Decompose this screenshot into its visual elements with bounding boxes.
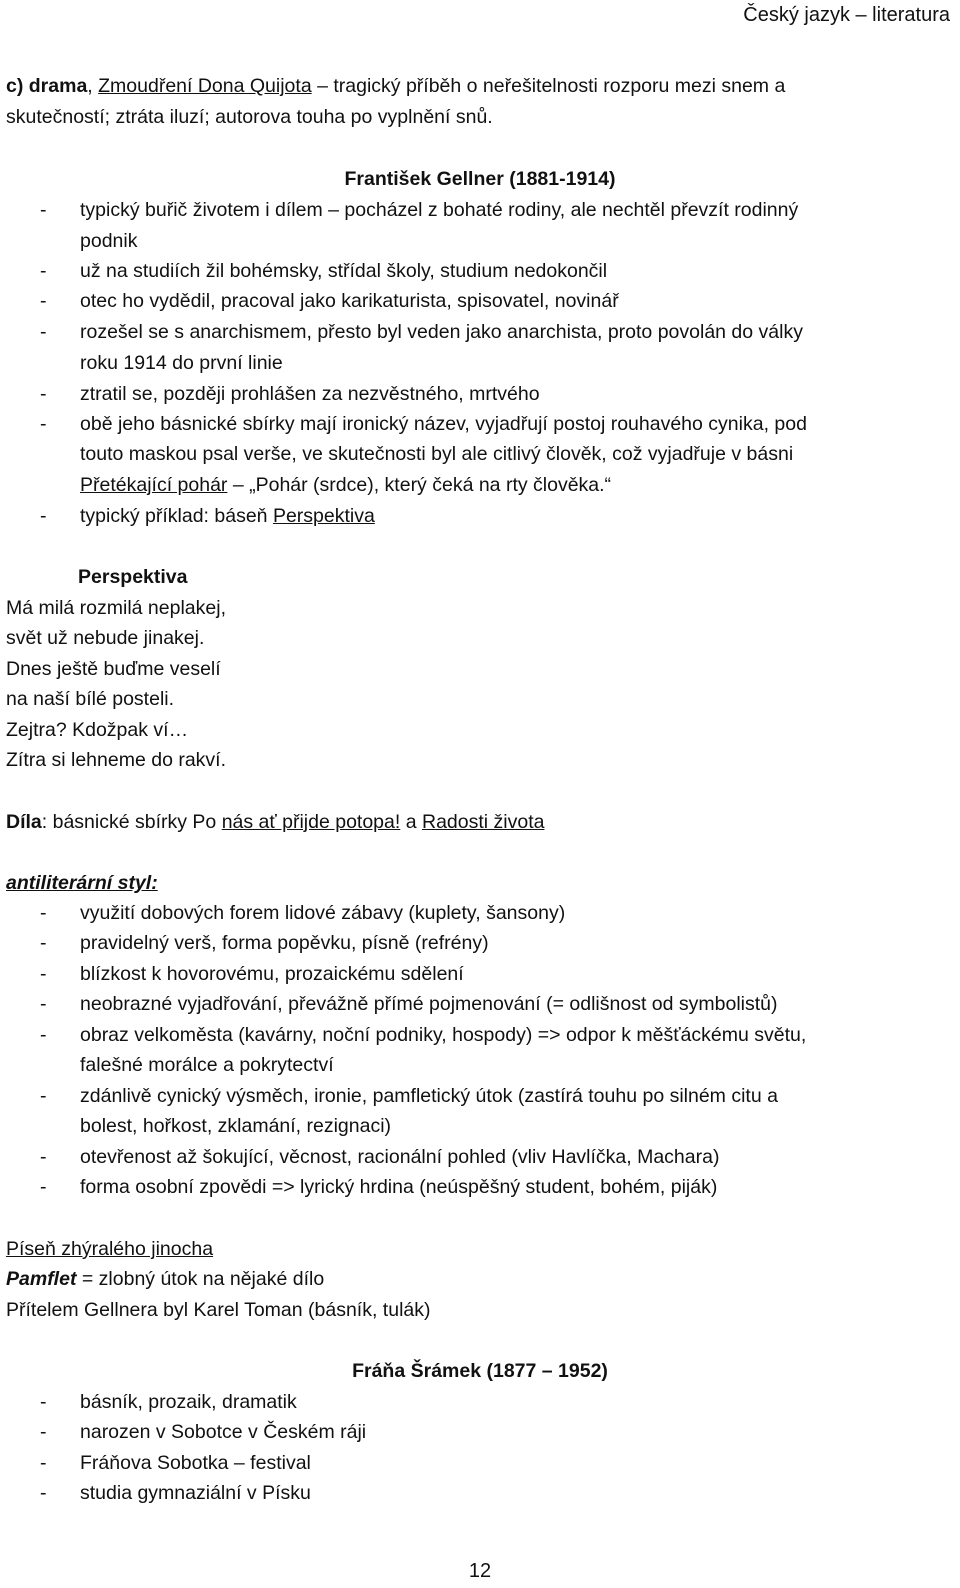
bullet-dash: - xyxy=(40,383,47,405)
style-bullet: forma osobní zpovědi => lyrický hrdina (neúspěšný student, bohém, piják) xyxy=(80,1176,718,1198)
gellner-bullet: obě jeho básnické sbírky mají ironický název, vyjadřují postoj rouhavého cynika, pod xyxy=(80,413,807,435)
gellner-bullet: ztratil se, později prohlášen za nezvěstného, mrtvého xyxy=(80,383,540,405)
song-title: Píseň zhýralého jinocha xyxy=(6,1238,214,1260)
bullet-dash: - xyxy=(40,932,47,954)
sramek-bullet: narozen v Sobotce v Českém ráji xyxy=(80,1421,367,1443)
bullet-dash: - xyxy=(40,993,47,1015)
works-label: Díla xyxy=(6,811,42,833)
example-title: Perspektiva xyxy=(272,505,375,527)
friend-line: Přítelem Gellnera byl Karel Toman (básník, tulák) xyxy=(6,1299,431,1321)
gellner-bullet-cont: podnik xyxy=(80,230,138,252)
pamflet-term: Pamflet xyxy=(6,1268,77,1290)
works-title-2: Radosti života xyxy=(421,811,545,833)
bullet-dash: - xyxy=(40,199,47,221)
bullet-dash: - xyxy=(40,1391,47,1413)
style-bullet-cont: falešné morálce a pokrytectví xyxy=(80,1054,334,1076)
example-prefix: typický příklad: báseň xyxy=(80,505,273,527)
works-line xyxy=(6,809,544,835)
bullet-dash: - xyxy=(40,1452,47,1474)
style-bullet: pravidelný verš, forma popěvku, písně (refrény) xyxy=(80,932,489,954)
gellner-bullet-cont: roku 1914 do první linie xyxy=(80,352,283,374)
sramek-bullet: básník, prozaik, dramatik xyxy=(80,1391,297,1413)
bullet-dash: - xyxy=(40,1176,47,1198)
gellner-bullet-cont: touto maskou psal verše, ve skutečnosti byl ale citlivý člověk, což vyjadřuje v básni xyxy=(80,443,794,465)
poem-line: na naší bílé posteli. xyxy=(6,688,175,710)
gellner-bullet: už na studiích žil bohémsky, střídal školy, studium nedokončil xyxy=(80,260,608,282)
sramek-bullet: Fráňova Sobotka – festival xyxy=(80,1452,311,1474)
sramek-heading: Fráňa Šrámek (1877 – 1952) xyxy=(352,1360,608,1382)
pamflet-def: = zlobný útok na nějaké dílo xyxy=(76,1268,325,1290)
drama-line xyxy=(6,73,785,99)
gellner-poem-ref-line xyxy=(80,472,611,498)
bullet-dash: - xyxy=(40,1024,47,1046)
bullet-dash: - xyxy=(40,1482,47,1504)
gellner-bullet: otec ho vydědil, pracoval jako karikaturista, spisovatel, novinář xyxy=(80,290,619,312)
style-bullet: využití dobových forem lidové zábavy (kuplety, šansony) xyxy=(80,902,566,924)
style-bullet: zdánlivě cynický výsměch, ironie, pamfletický útok (zastírá touhu po silném citu a xyxy=(80,1085,778,1107)
page-number: 12 xyxy=(468,1560,492,1582)
style-bullet-cont: bolest, hořkost, zklamání, rezignaci) xyxy=(80,1115,392,1137)
gellner-heading: František Gellner (1881-1914) xyxy=(344,168,616,190)
pamflet-line xyxy=(6,1266,324,1292)
bullet-dash: - xyxy=(40,505,47,527)
drama-label: c) drama xyxy=(6,75,88,97)
poem-ref-quote: – „Pohár (srdce), který čeká na rty člověka.“ xyxy=(227,474,612,496)
bullet-dash: - xyxy=(40,1085,47,1107)
bullet-dash: - xyxy=(40,413,47,435)
style-bullet: obraz velkoměsta (kavárny, noční podniky, hospody) => odpor k měšťáckému světu, xyxy=(80,1024,807,1046)
style-bullet: blízkost k hovorovému, prozaickému sdělení xyxy=(80,963,464,985)
bullet-dash: - xyxy=(40,1146,47,1168)
drama-title: Zmoudření Dona Quijota xyxy=(98,75,312,97)
style-bullet: otevřenost až šokující, věcnost, racionální pohled (vliv Havlíčka, Machara) xyxy=(80,1146,720,1168)
poem-line: Zejtra? Kdožpak ví… xyxy=(6,719,189,741)
style-bullet: neobrazné vyjadřování, převážně přímé pojmenování (= odlišnost od symbolistů) xyxy=(80,993,778,1015)
bullet-dash: - xyxy=(40,963,47,985)
drama-rest: – tragický příběh o neřešitelnosti rozporu mezi snem a xyxy=(311,75,786,97)
drama-sep: , xyxy=(87,75,99,97)
sramek-bullet: studia gymnaziální v Písku xyxy=(80,1482,311,1504)
page-header: Český jazyk – literatura xyxy=(743,4,950,26)
poem-ref-title: Přetékající pohár xyxy=(80,474,228,496)
bullet-dash: - xyxy=(40,1421,47,1443)
bullet-dash: - xyxy=(40,260,47,282)
poem-line: Zítra si lehneme do rakví. xyxy=(6,749,227,771)
bullet-dash: - xyxy=(40,902,47,924)
poem-line: Má milá rozmilá neplakej, xyxy=(6,597,226,619)
bullet-dash: - xyxy=(40,321,47,343)
gellner-example-line xyxy=(80,503,375,529)
style-heading: antiliterární styl: xyxy=(6,872,158,894)
bullet-dash: - xyxy=(40,290,47,312)
poem-title: Perspektiva xyxy=(78,566,188,588)
works-mid: a xyxy=(400,811,422,833)
drama-line-2: skutečností; ztráta iluzí; autorova touha po vyplnění snů. xyxy=(6,106,493,128)
poem-line: Dnes ještě buďme veselí xyxy=(6,658,221,680)
works-prefix: : básnické sbírky Po xyxy=(41,811,222,833)
gellner-bullet: typický buřič životem i dílem – pocházel z bohaté rodiny, ale nechtěl převzít rodinný xyxy=(80,199,799,221)
poem-line: svět už nebude jinakej. xyxy=(6,627,205,649)
gellner-bullet: rozešel se s anarchismem, přesto byl veden jako anarchista, proto povolán do války xyxy=(80,321,803,343)
works-title-1: nás ať přijde potopa! xyxy=(221,811,401,833)
